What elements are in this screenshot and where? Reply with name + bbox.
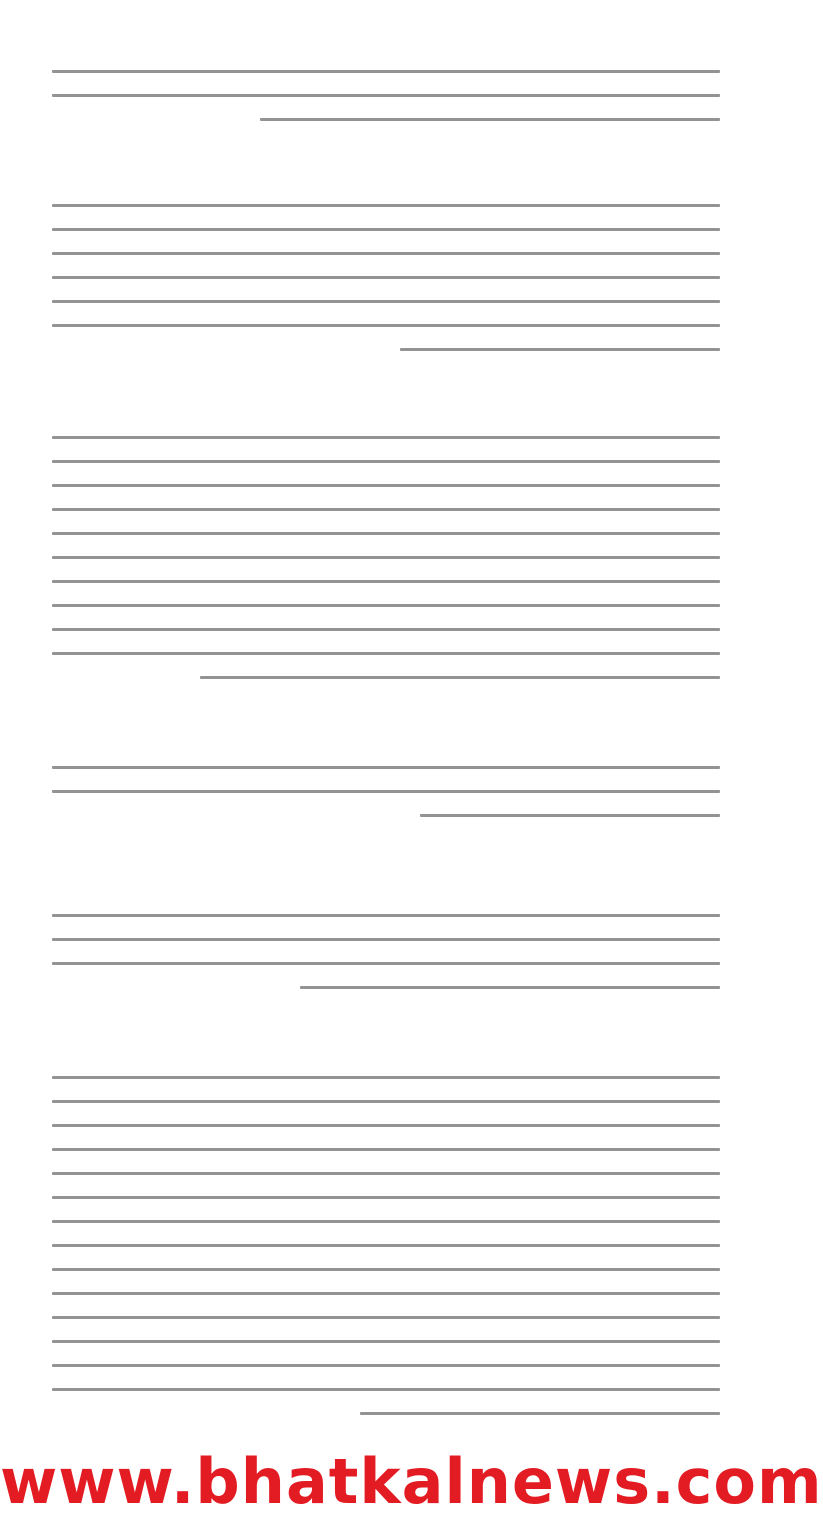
article-6-headline bbox=[40, 1012, 700, 1054]
article-2-headline bbox=[40, 140, 700, 180]
article-3-headline bbox=[40, 370, 700, 412]
footer-site-name: www.bhatkalnews.com bbox=[0, 1445, 823, 1518]
article-4-headline bbox=[40, 700, 700, 742]
article-5-headline bbox=[40, 840, 700, 884]
article-1-headline bbox=[40, 10, 700, 50]
